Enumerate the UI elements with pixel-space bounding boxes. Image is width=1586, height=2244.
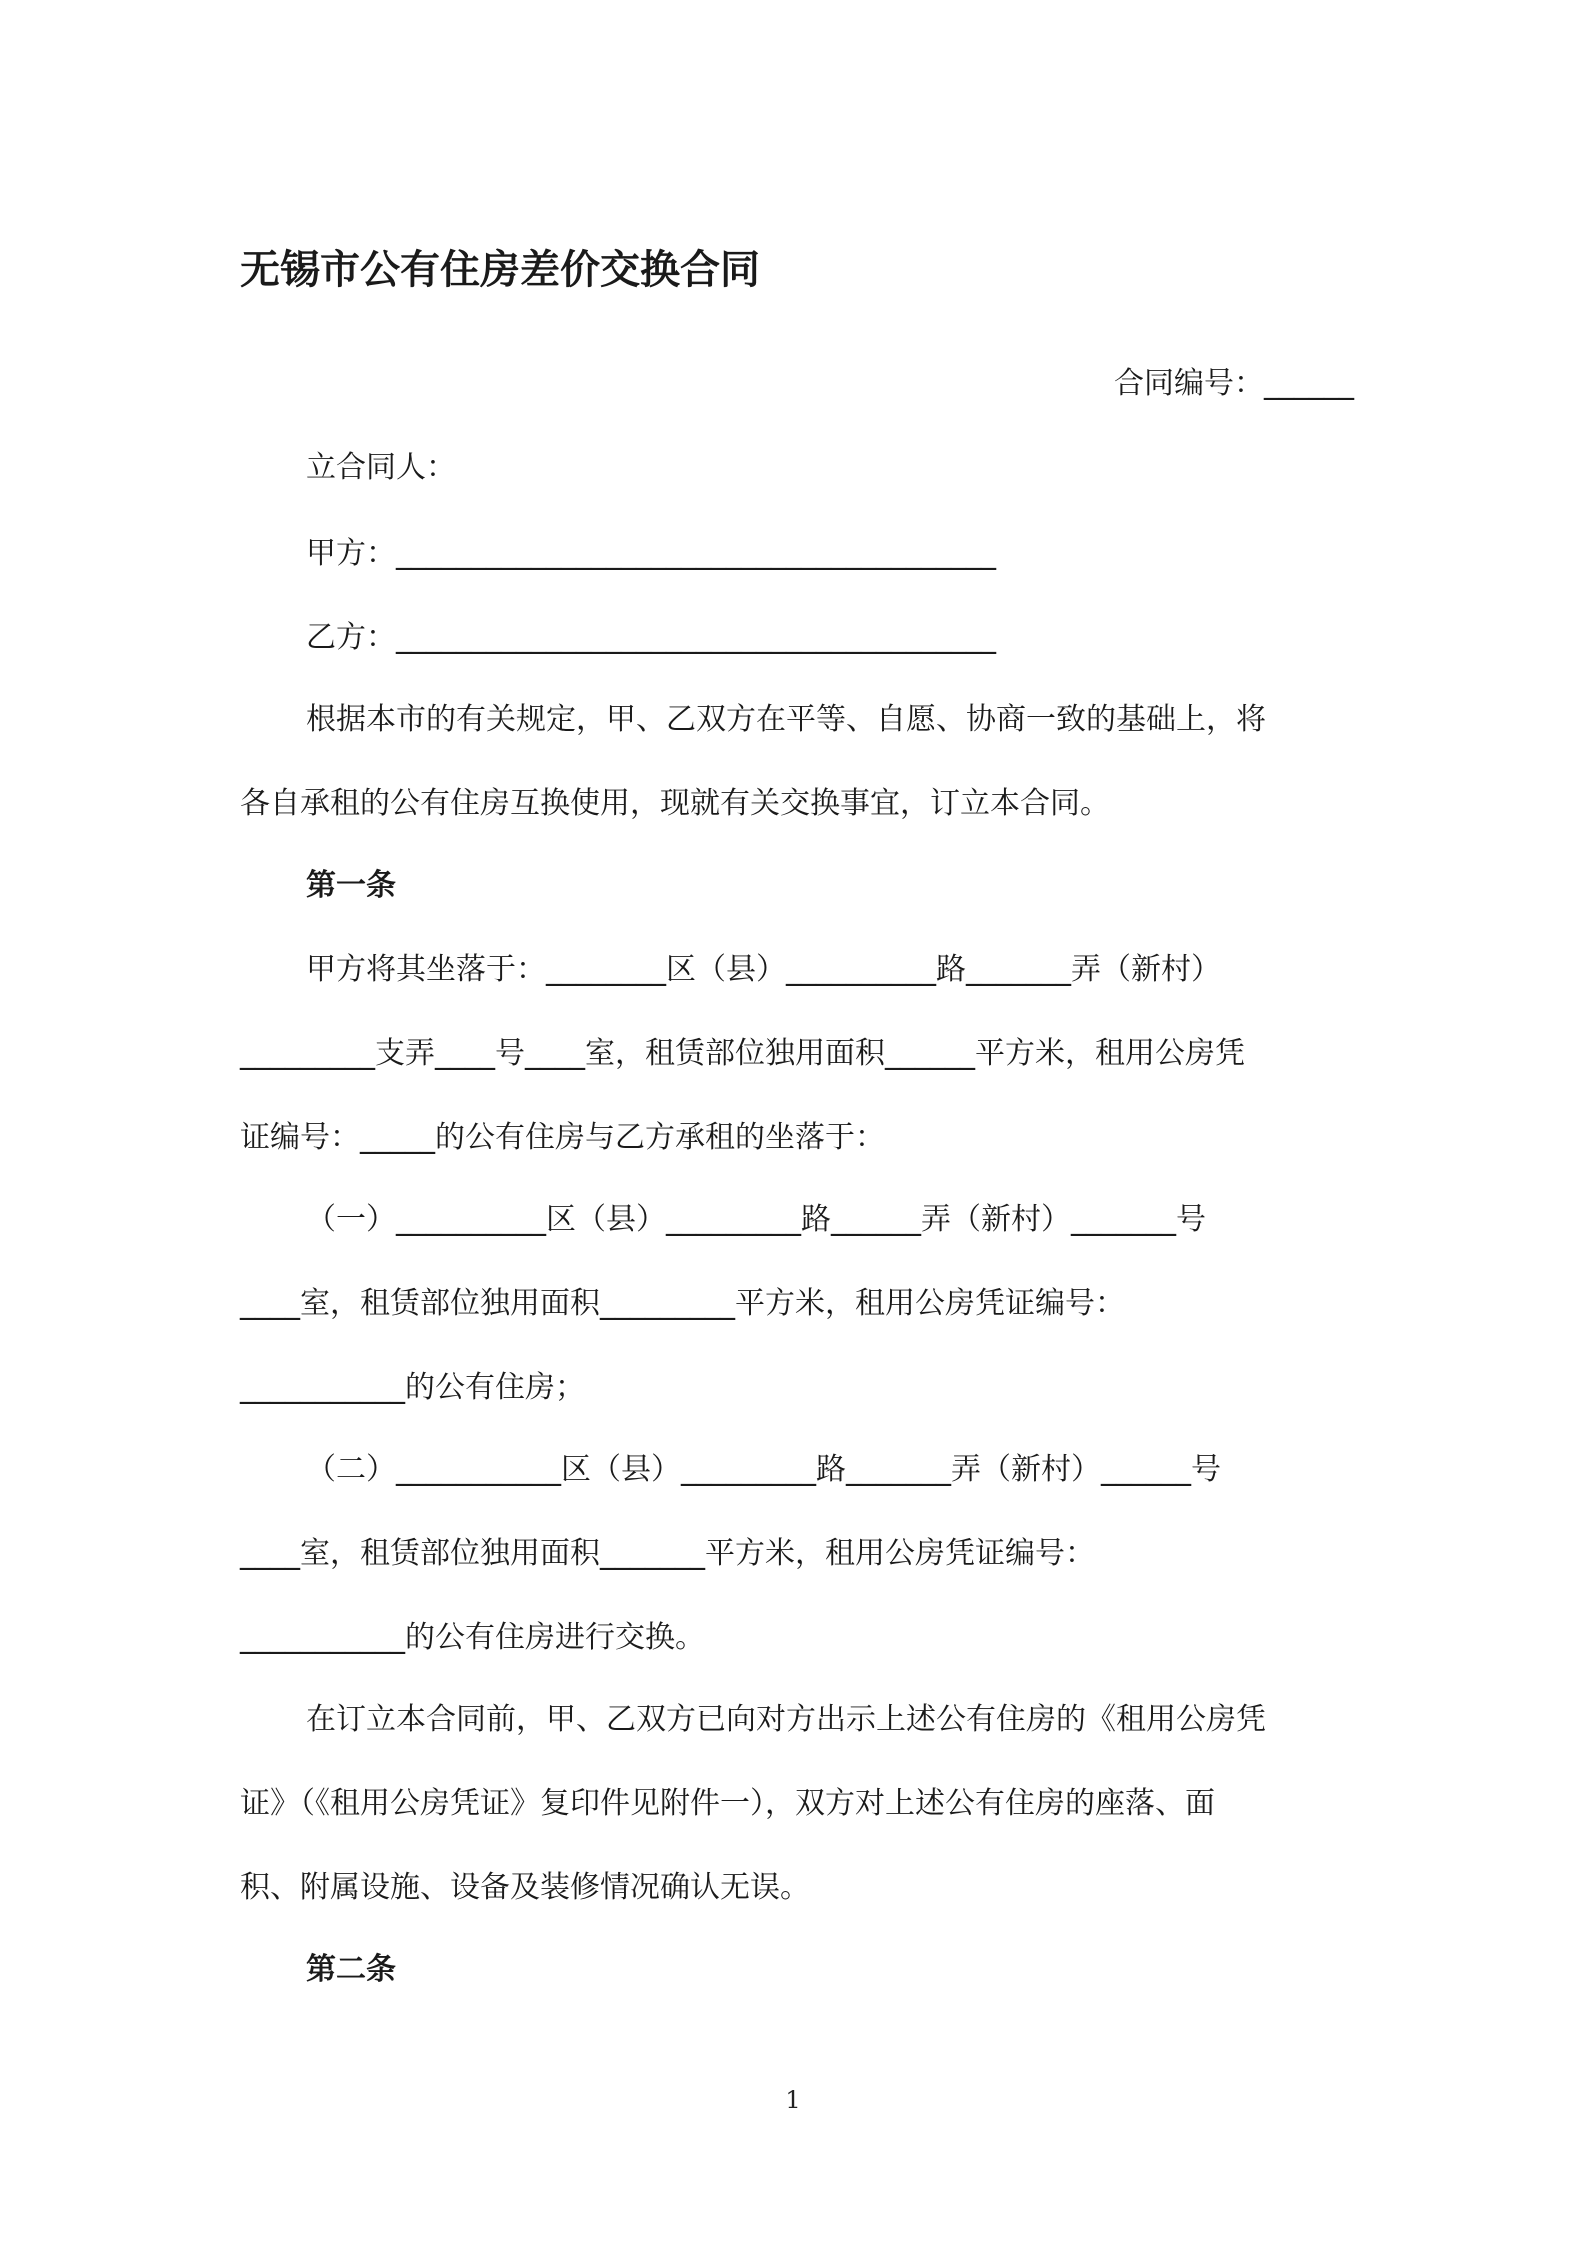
article-1-line: ____室，租赁部位独用面积_________平方米，租用公房凭证编号： bbox=[240, 1286, 1125, 1321]
article-1-line: 证编号：_____的公有住房与乙方承租的坐落于： bbox=[240, 1120, 885, 1155]
preamble-line-1: 根据本市的有关规定，甲、乙双方在平等、自愿、协商一致的基础上，将 bbox=[306, 702, 1266, 737]
article-1-line: _________支弄____号____室，租赁部位独用面积______平方米，租用公房凭 bbox=[240, 1036, 1245, 1071]
article-2-heading: 第二条 bbox=[306, 1952, 396, 1987]
party-b-line: 乙方：________________________________________ bbox=[306, 620, 996, 655]
article-1-line: 积、附属设施、设备及装修情况确认无误。 bbox=[240, 1870, 810, 1905]
article-1-line: 甲方将其坐落于：________区（县）__________路_______弄（新村） bbox=[306, 952, 1221, 987]
party-a-line: 甲方：________________________________________ bbox=[306, 536, 996, 571]
article-1-line: （二）___________区（县）_________路_______弄（新村）______号 bbox=[306, 1452, 1221, 1487]
article-1-line: ____室，租赁部位独用面积_______平方米，租用公房凭证编号： bbox=[240, 1536, 1095, 1571]
article-1-line: 证》（《租用公房凭证》复印件见附件一），双方对上述公有住房的座落、面 bbox=[240, 1786, 1215, 1821]
contract-number: 合同编号：______ bbox=[1114, 366, 1354, 401]
preamble-line-2: 各自承租的公有住房互换使用，现就有关交换事宜，订立本合同。 bbox=[240, 786, 1110, 821]
parties-heading: 立合同人： bbox=[306, 450, 456, 485]
article-1-line: 在订立本合同前，甲、乙双方已向对方出示上述公有住房的《租用公房凭 bbox=[306, 1702, 1266, 1737]
article-1-heading: 第一条 bbox=[306, 868, 396, 903]
article-1-line: （一）__________区（县）_________路______弄（新村）_______号 bbox=[306, 1202, 1206, 1237]
page-number: 1 bbox=[785, 2086, 801, 2114]
article-1-line: ___________的公有住房； bbox=[240, 1370, 585, 1405]
document-title: 无锡市公有住房差价交换合同 bbox=[240, 247, 760, 293]
article-1-line: ___________的公有住房进行交换。 bbox=[240, 1620, 705, 1655]
